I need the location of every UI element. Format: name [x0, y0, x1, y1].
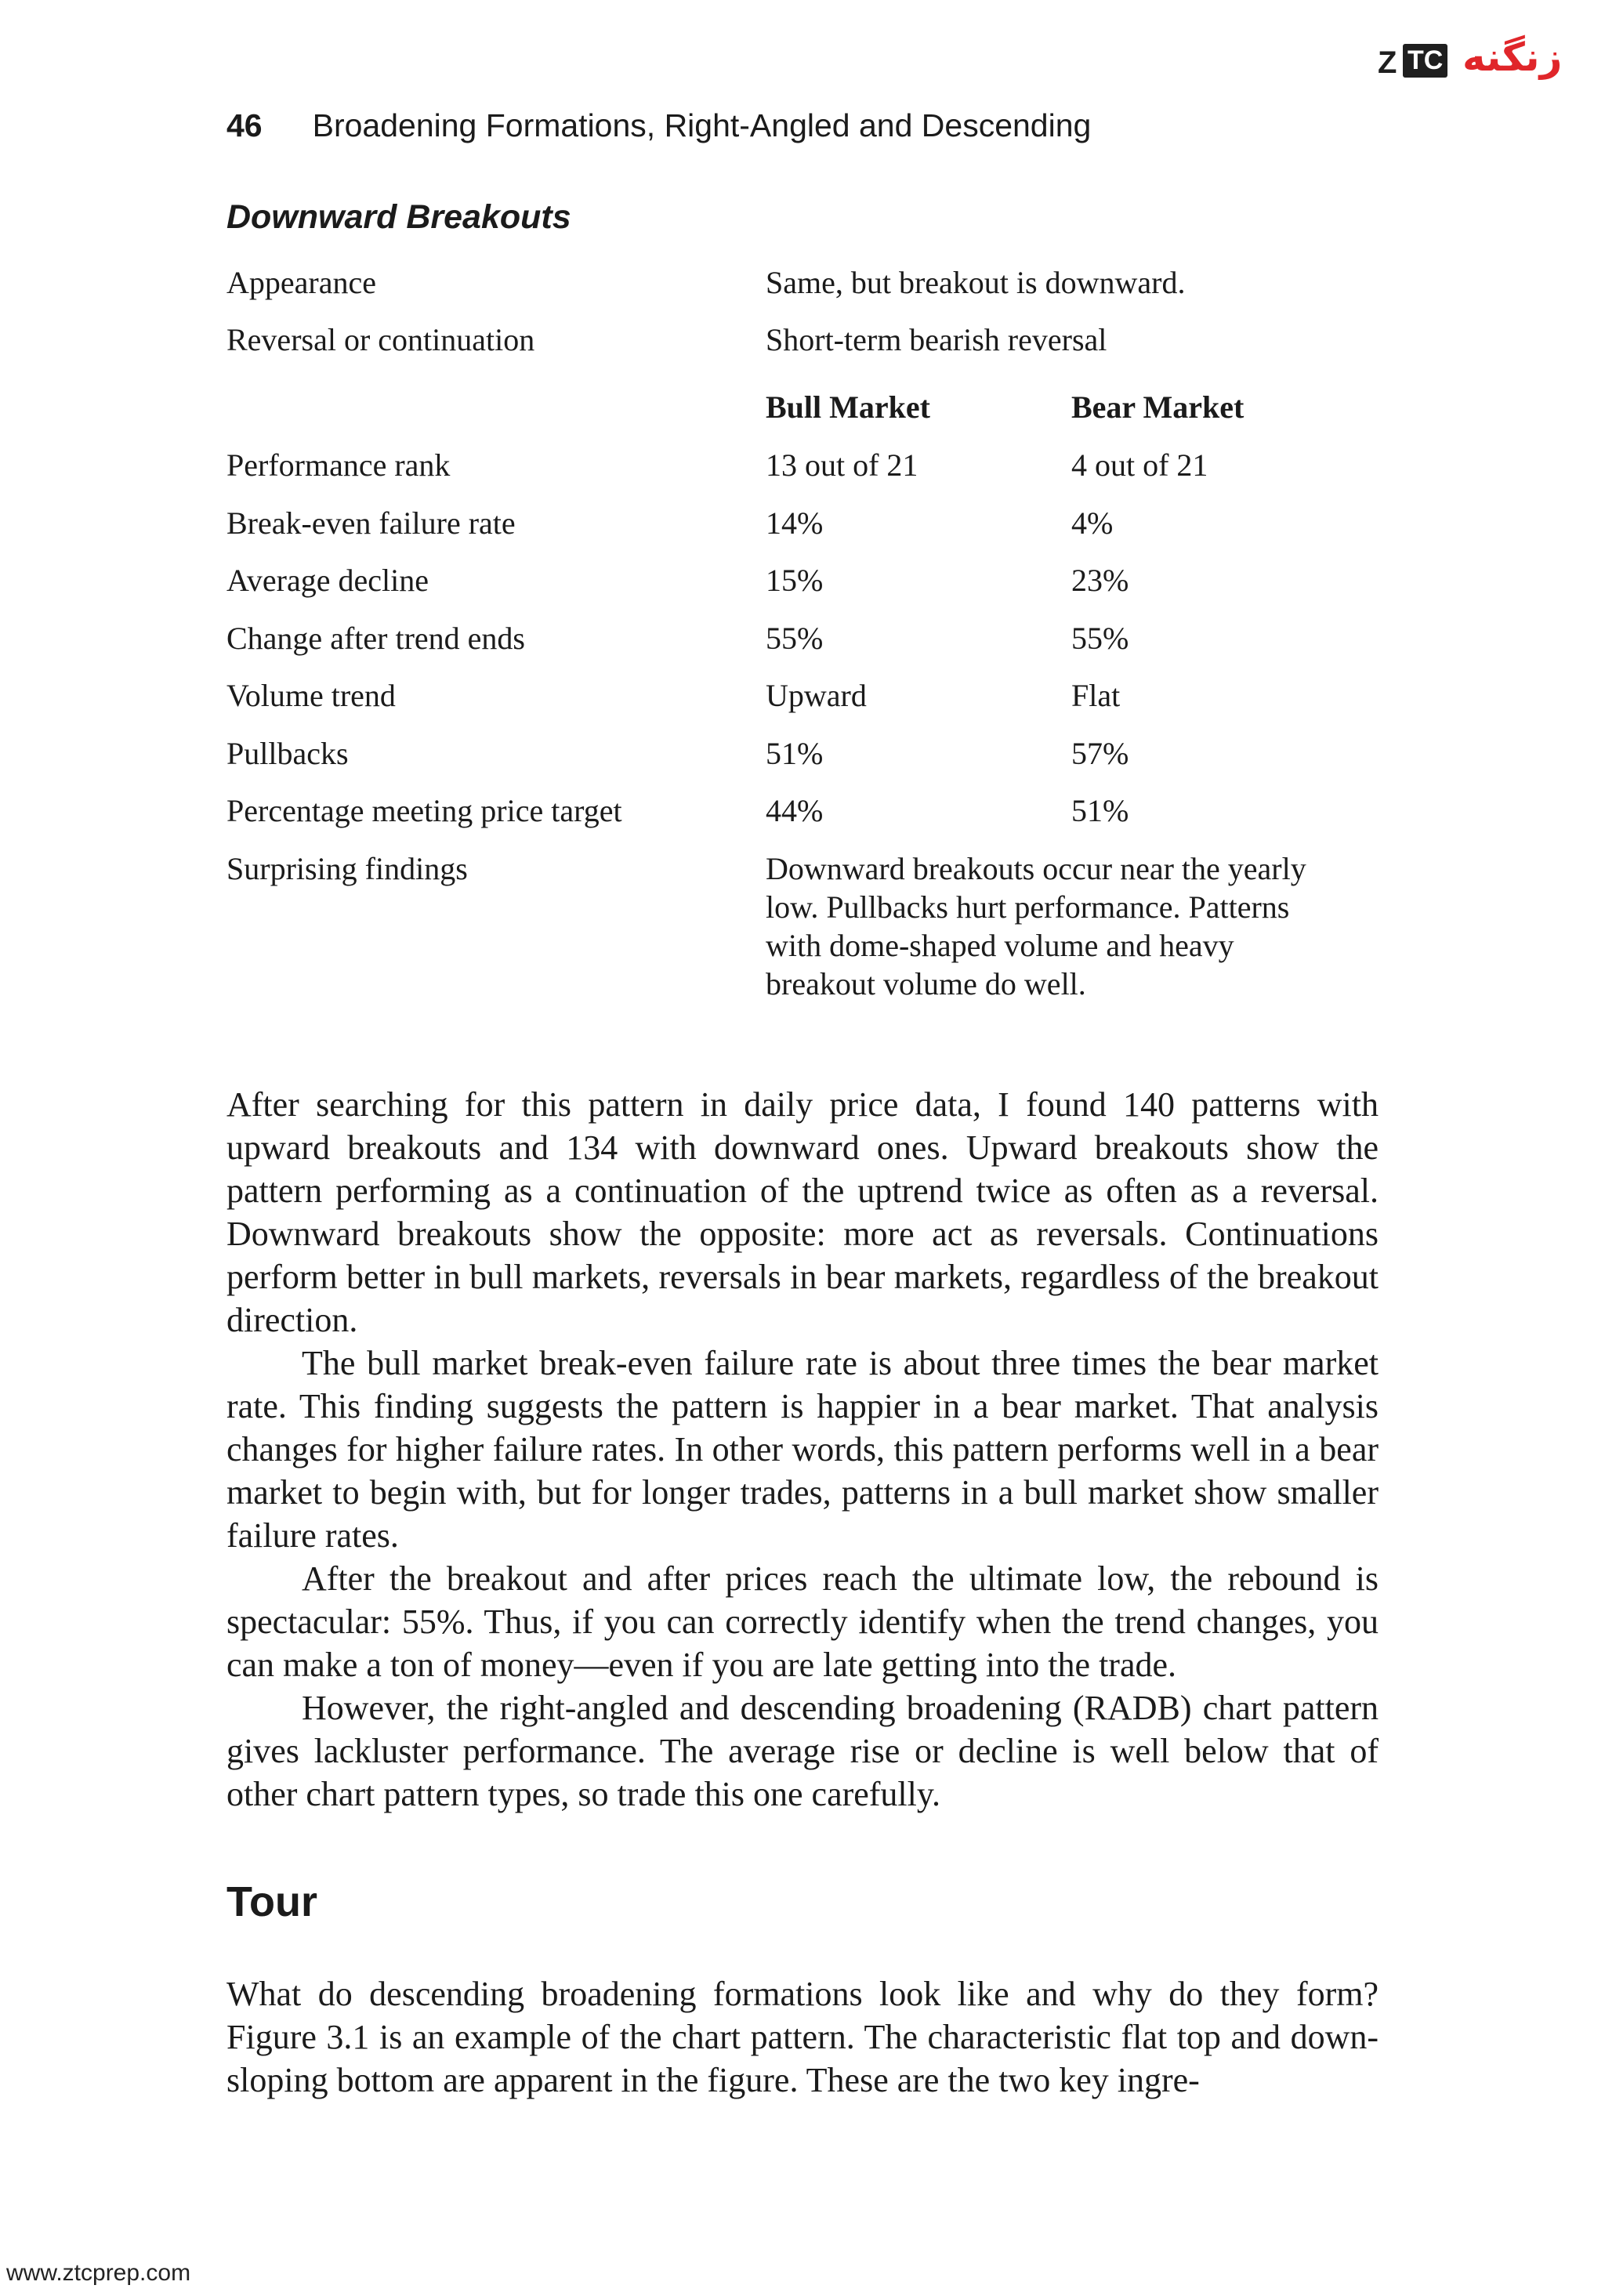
row-value: Same, but breakout is downward.	[766, 265, 1186, 300]
running-head	[226, 107, 1091, 144]
row-value: Short-term bearish reversal	[766, 322, 1107, 357]
bear-value: 55%	[1071, 621, 1129, 656]
bull-value: 13 out of 21	[766, 447, 918, 483]
column-header-bear: Bear Market	[1071, 389, 1245, 425]
bull-value: 55%	[766, 621, 824, 656]
bull-value: 51%	[766, 736, 824, 771]
row-label: Change after trend ends	[226, 621, 525, 656]
column-header-bull: Bull Market	[766, 389, 930, 425]
paragraph: However, the right-angled and descending broadening (RADB) chart pattern gives lackluster performance. The average rise or decline is well below that of other chart pattern types, so trade this one carefully.	[226, 1689, 1379, 1813]
section-title: Downward Breakouts	[226, 198, 571, 236]
findings-line: Downward breakouts occur near the yearly	[766, 851, 1306, 886]
bull-value: 44%	[766, 793, 824, 828]
tour-text	[226, 1972, 1379, 2102]
row-label: Performance rank	[226, 447, 451, 483]
findings-line: breakout volume do well.	[766, 966, 1086, 1001]
logo-tc: TC	[1403, 44, 1447, 78]
findings-line: low. Pullbacks hurt performance. Patterns	[766, 889, 1290, 925]
page-number: 46	[226, 107, 263, 143]
findings-line: with dome-shaped volume and heavy	[766, 928, 1234, 963]
bull-value: 14%	[766, 505, 824, 541]
bear-value: 4 out of 21	[1071, 447, 1208, 483]
footer-url[interactable]: www.ztcprep.com	[6, 2260, 191, 2286]
row-label: Volume trend	[226, 678, 396, 713]
logo-z: Z	[1378, 45, 1397, 80]
bull-value: 15%	[766, 563, 824, 598]
bull-value: Upward	[766, 678, 867, 713]
paragraph: After searching for this pattern in daily price data, I found 140 patterns with upward breakouts and 134 with downward ones. Upward breakouts show the pattern performing as a continuation of the uptrend twice as often as a reversal. Downward breakouts show the opposite: more act as reversals. Continuations perform better in bull markets, reversals in bear markets, regardless of the breakout direction.	[226, 1085, 1379, 1339]
bear-value: 57%	[1071, 736, 1129, 771]
row-label: Appearance	[226, 265, 376, 300]
paragraph: What do descending broadening formations look like and why do they form? Figure 3.1 is an example of the chart pattern. The characteristic flat top and down-sloping bottom are apparent in the figure. These are the two key ingre-	[226, 1975, 1379, 2099]
running-title: Broadening Formations, Right-Angled and Descending	[312, 107, 1092, 143]
row-label: Reversal or continuation	[226, 322, 535, 357]
bear-value: 51%	[1071, 793, 1129, 828]
bear-value: 23%	[1071, 563, 1129, 598]
tour-heading: Tour	[226, 1878, 317, 1925]
paragraph: The bull market break-even failure rate is about three times the bear market rate. This finding suggests the pattern is happier in a bear market. That analysis changes for higher failure rates. In other words, this pattern performs well in a bear market to begin with, but for longer trades, patterns in a bull market show smaller failure rates.	[226, 1344, 1379, 1555]
row-label: Surprising findings	[226, 851, 468, 886]
logo-persian: زنگنه	[1462, 34, 1563, 80]
bear-value: 4%	[1071, 505, 1114, 541]
publisher-logo	[1378, 34, 1581, 81]
row-label: Break-even failure rate	[226, 505, 516, 541]
bear-value: Flat	[1071, 678, 1121, 713]
paragraph: After the breakout and after prices reach the ultimate low, the rebound is spectacular: 55%. Thus, if you can correctly identify when the trend changes, you can make a ton of money—even if you are late getting into the trade.	[226, 1559, 1379, 1684]
surprising-findings-text	[766, 849, 1361, 1003]
body-text	[226, 1083, 1379, 1816]
row-label: Percentage meeting price target	[226, 793, 622, 828]
row-label: Average decline	[226, 563, 429, 598]
row-label: Pullbacks	[226, 736, 349, 771]
